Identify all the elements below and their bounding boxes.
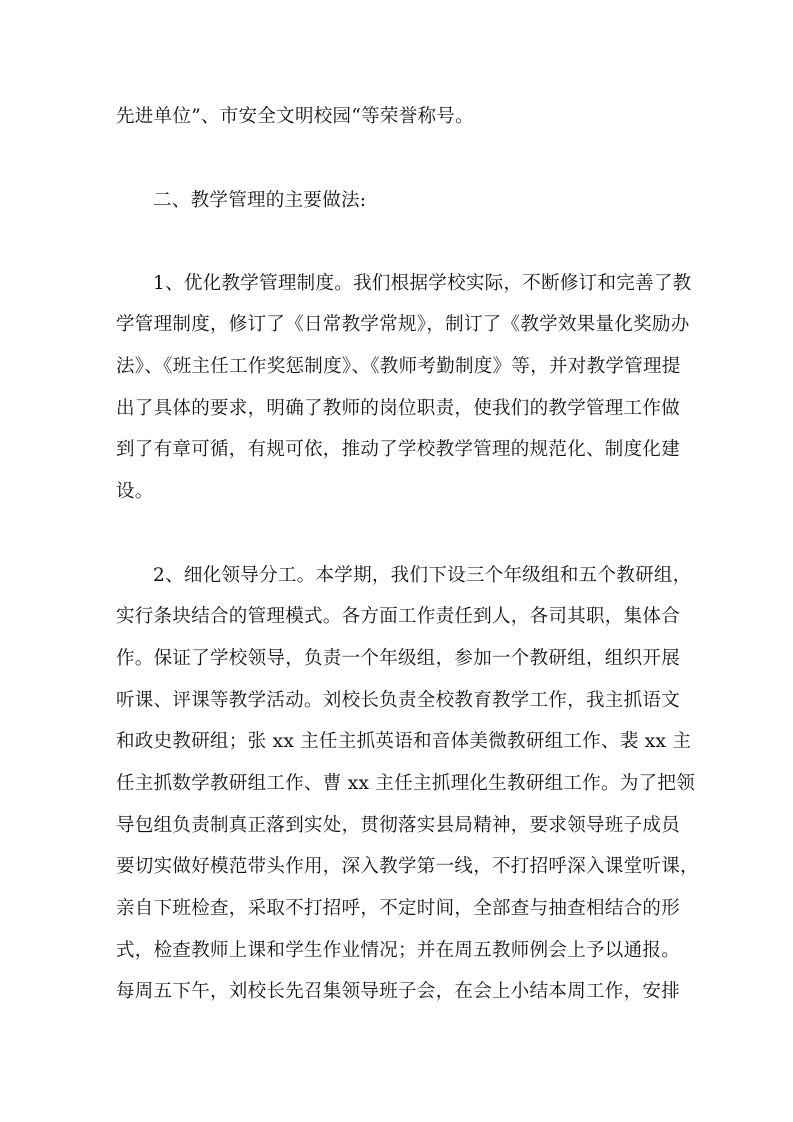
paragraph-line: 学管理制度，修订了《日常教学常规》，制订了《教学效果量化奖励办: [116, 314, 690, 335]
continuation-line: 先进单位”、市安全文明校园“等荣誉称号。: [116, 106, 474, 127]
paragraph-line: 任主抓数学教研组工作、曹 xx 主任主抓理化生教研组工作。为了把领: [116, 773, 696, 794]
paragraph-line: 每周五下午，刘校长先召集领导班子会，在会上小结本周工作，安排: [116, 981, 681, 1002]
paragraph-line: 法》、《班主任工作奖惩制度》、《教师考勤制度》等，并对教学管理提: [116, 356, 681, 377]
paragraph-line: 要切实做好模范带头作用，深入教学第一线，不打招呼深入课堂听课，: [116, 856, 699, 877]
paragraph-line: 实行条块结合的管理模式。各方面工作责任到人，各司其职，集体合: [116, 606, 681, 627]
paragraph-line: 作。保证了学校领导，负责一个年级组，参加一个教研组，组织开展: [116, 648, 681, 669]
paragraph-line: 2、细化领导分工。本学期，我们下设三个年级组和五个教研组，: [153, 565, 692, 586]
paragraph-line: 到了有章可循，有规可依，推动了学校教学管理的规范化、制度化建: [116, 439, 681, 460]
paragraph-line: 导包组负责制真正落到实处，贯彻落实县局精神，要求领导班子成员: [116, 815, 681, 836]
paragraph-line: 出了具体的要求，明确了教师的岗位职责，使我们的教学管理工作做: [116, 398, 681, 419]
section-heading: 二、教学管理的主要做法:: [153, 190, 367, 211]
paragraph-line: 和政史教研组；张 xx 主任主抓英语和音体美微教研组工作、裴 xx 主: [116, 731, 692, 752]
paragraph-line: 式，检查教师上课和学生作业情况；并在周五教师例会上予以通报。: [116, 940, 681, 961]
paragraph-line: 1、优化教学管理制度。我们根据学校实际，不断修订和完善了教: [153, 273, 692, 294]
paragraph-line: 听课、评课等教学活动。刘校长负责全校教育教学工作，我主抓语文: [116, 690, 681, 711]
paragraph-line: 亲自下班检查，采取不打招呼，不定时间，全部查与抽查相结合的形: [116, 898, 681, 919]
paragraph-line: 设。: [116, 481, 154, 502]
